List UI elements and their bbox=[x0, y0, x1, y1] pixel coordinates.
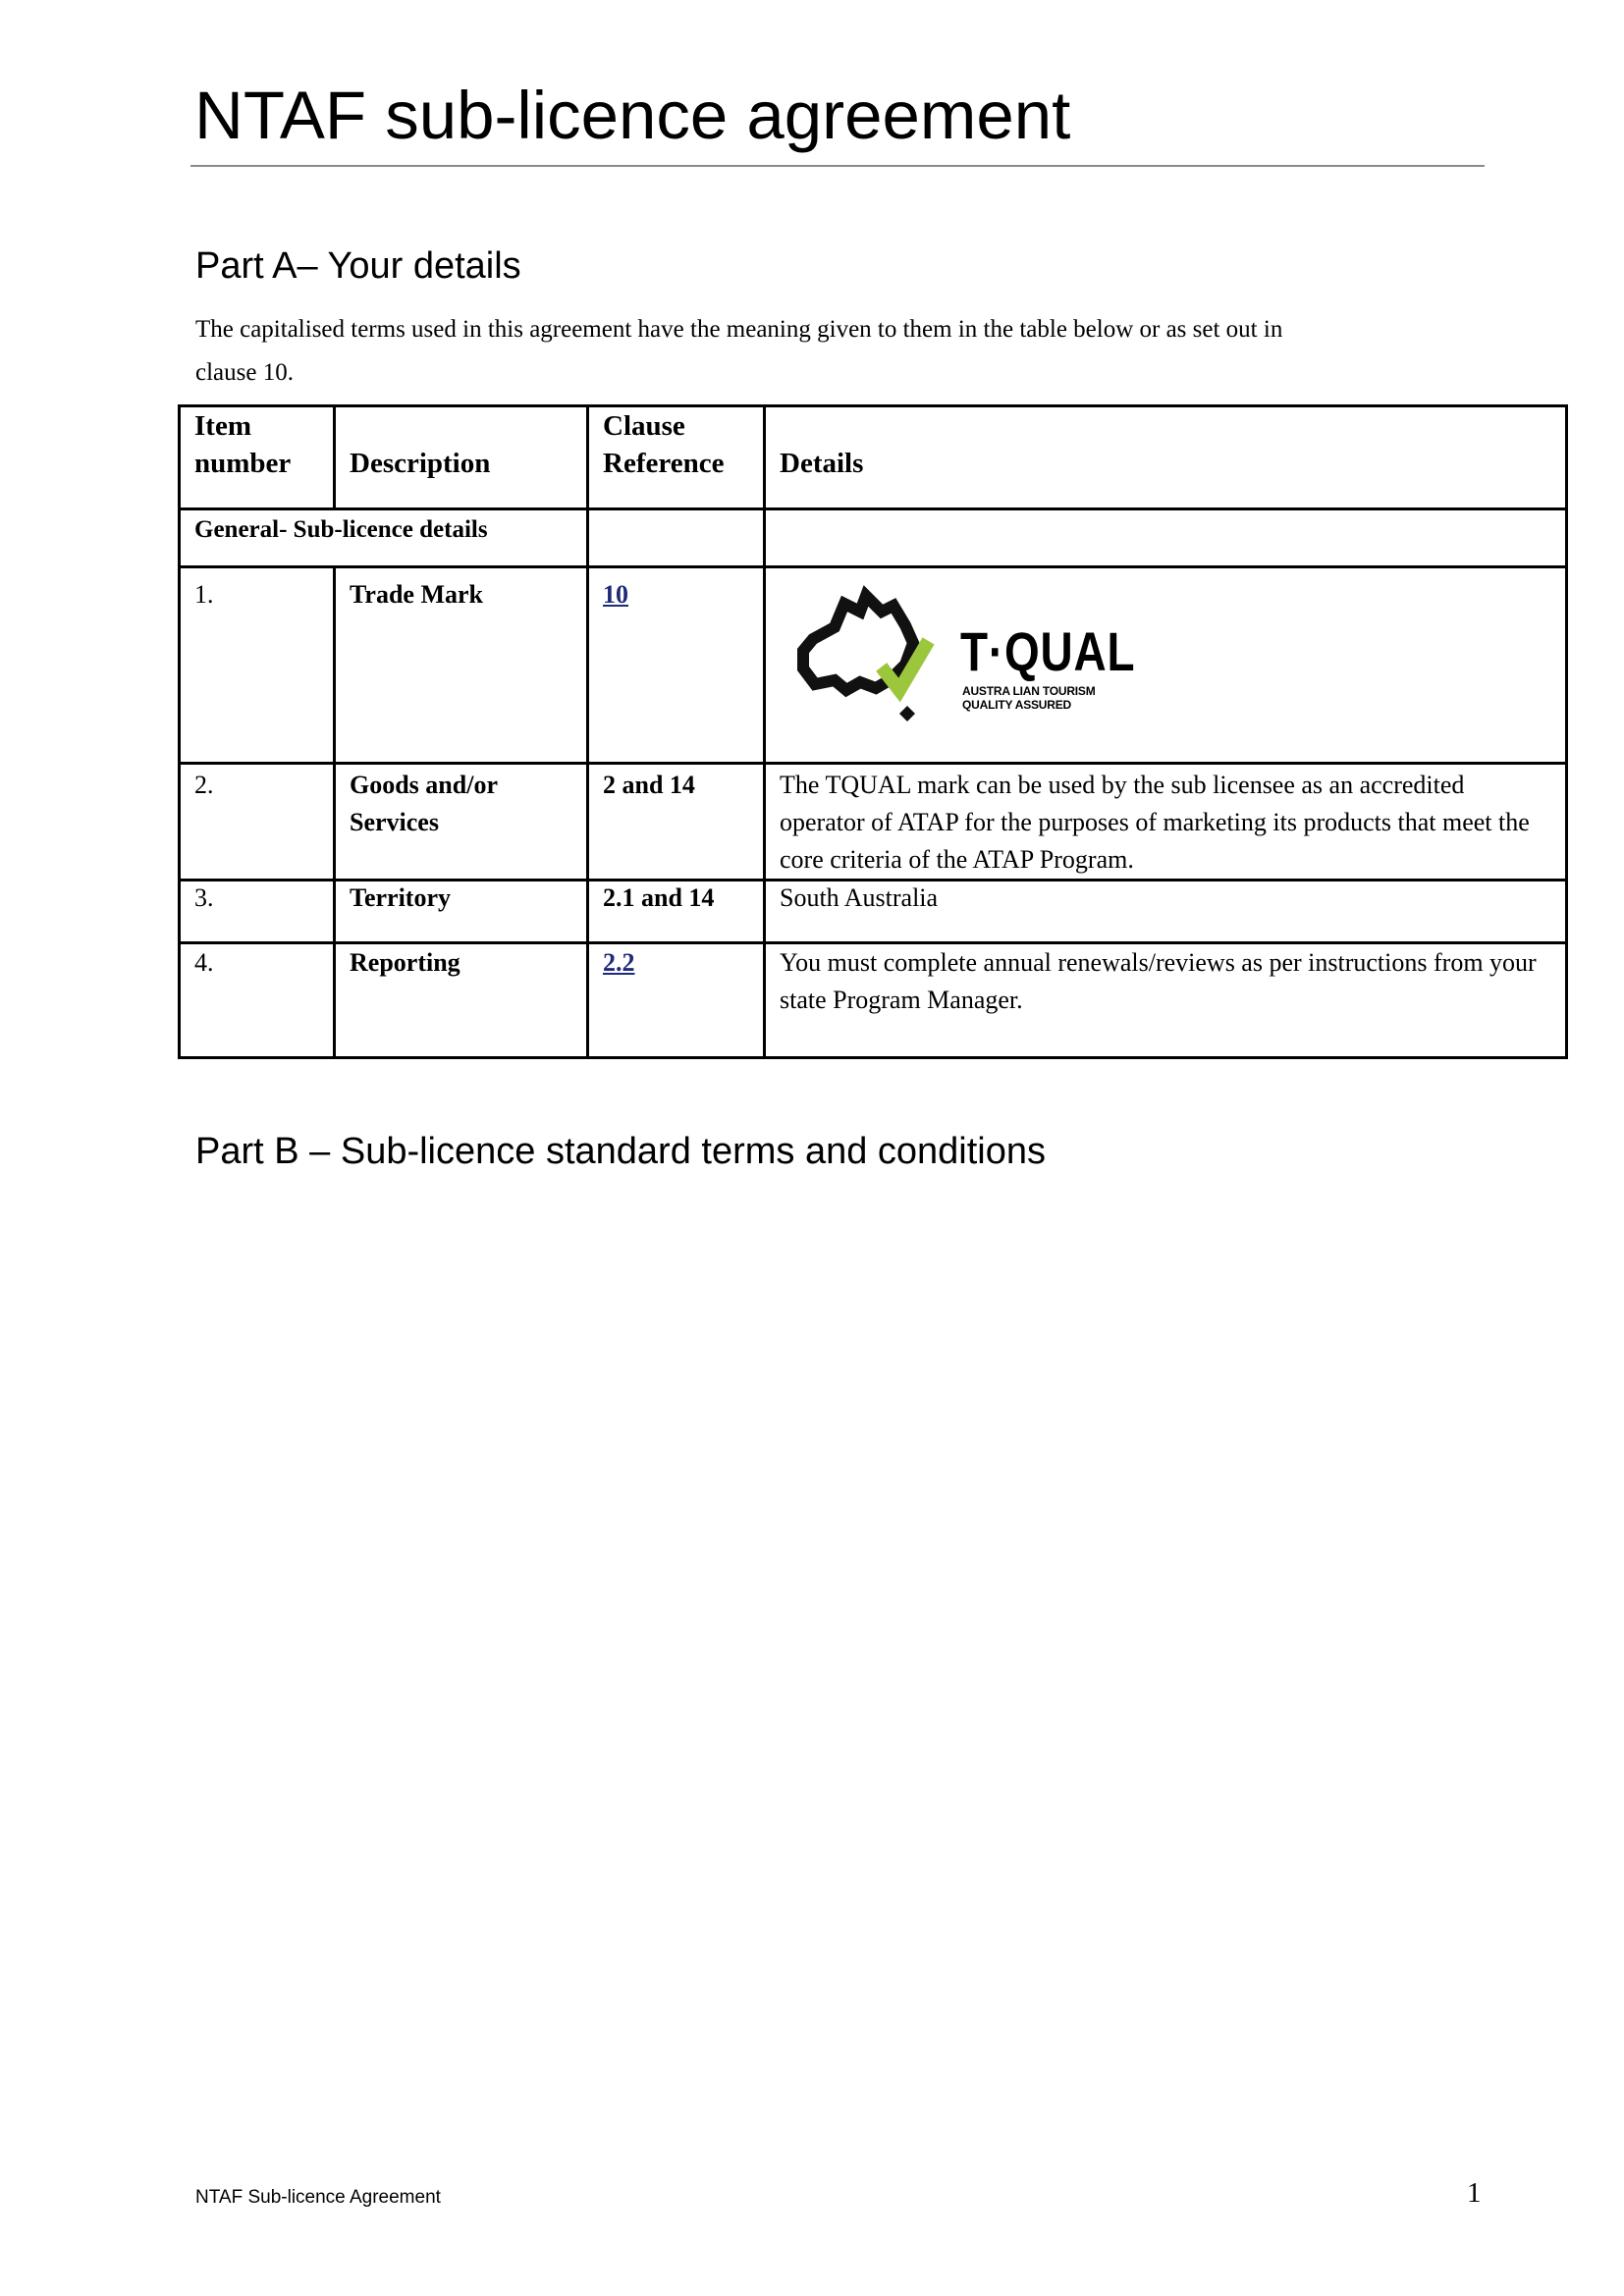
table-row bbox=[180, 567, 1567, 764]
section-empty-cell bbox=[588, 509, 765, 567]
part-a-heading: Part A– Your details bbox=[195, 245, 521, 287]
row-details: South Australia bbox=[765, 881, 1567, 943]
row-number: 3. bbox=[180, 881, 335, 943]
australia-map-icon bbox=[795, 582, 962, 729]
table-row bbox=[180, 943, 1567, 1058]
tqual-wordmark: T·QUAL bbox=[960, 620, 1136, 682]
table-row bbox=[180, 881, 1567, 943]
footer-title: NTAF Sub-licence Agreement bbox=[195, 2187, 441, 2208]
table-header-row bbox=[180, 406, 1567, 509]
row-clause: 2 and 14 bbox=[588, 764, 765, 881]
row-description: Territory bbox=[335, 881, 588, 943]
document-title: NTAF sub-licence agreement bbox=[194, 78, 1071, 153]
row-clause: 2.1 and 14 bbox=[588, 881, 765, 943]
row-description: Reporting bbox=[335, 943, 588, 1058]
row-details: You must complete annual renewals/reviews as per instructions from your state Program Manager. bbox=[765, 943, 1567, 1058]
row-details: The TQUAL mark can be used by the sub licensee as an accredited operator of ATAP for the purposes of marketing its products that meet the core criteria of the ATAP Program. bbox=[765, 764, 1567, 881]
section-empty-cell bbox=[765, 509, 1567, 567]
row-number: 1. bbox=[180, 567, 335, 764]
intro-line-2: clause 10. bbox=[195, 359, 294, 386]
table-row bbox=[180, 764, 1567, 881]
row-description: Goods and/or Services bbox=[335, 764, 588, 881]
page-number: 1 bbox=[1467, 2177, 1482, 2209]
clause-link[interactable]: 2.2 bbox=[603, 948, 635, 977]
row-description: Trade Mark bbox=[335, 567, 588, 764]
row-clause bbox=[588, 567, 765, 764]
intro-paragraph bbox=[195, 308, 1472, 395]
clause-link[interactable]: 10 bbox=[603, 580, 628, 609]
section-label: General- Sub-licence details bbox=[194, 516, 488, 543]
header-clause-reference: Clause Reference bbox=[588, 406, 765, 509]
section-row bbox=[180, 509, 1567, 567]
title-divider bbox=[190, 165, 1485, 167]
row-number: 4. bbox=[180, 943, 335, 1058]
intro-line-1: The capitalised terms used in this agreement have the meaning given to them in the table below or as set out in bbox=[195, 316, 1283, 343]
header-details: Details bbox=[765, 406, 1567, 509]
header-description: Description bbox=[335, 406, 588, 509]
row-details bbox=[765, 567, 1567, 764]
header-item-number: Item number bbox=[180, 406, 335, 509]
tqual-tagline: AUSTRA LIAN TOURISM QUALITY ASSURED bbox=[962, 684, 1096, 712]
section-label-cell bbox=[180, 509, 588, 567]
row-clause bbox=[588, 943, 765, 1058]
details-table bbox=[178, 404, 1568, 1059]
row-number: 2. bbox=[180, 764, 335, 881]
part-b-heading: Part B – Sub-licence standard terms and conditions bbox=[195, 1131, 1047, 1172]
tqual-logo bbox=[795, 582, 1136, 729]
